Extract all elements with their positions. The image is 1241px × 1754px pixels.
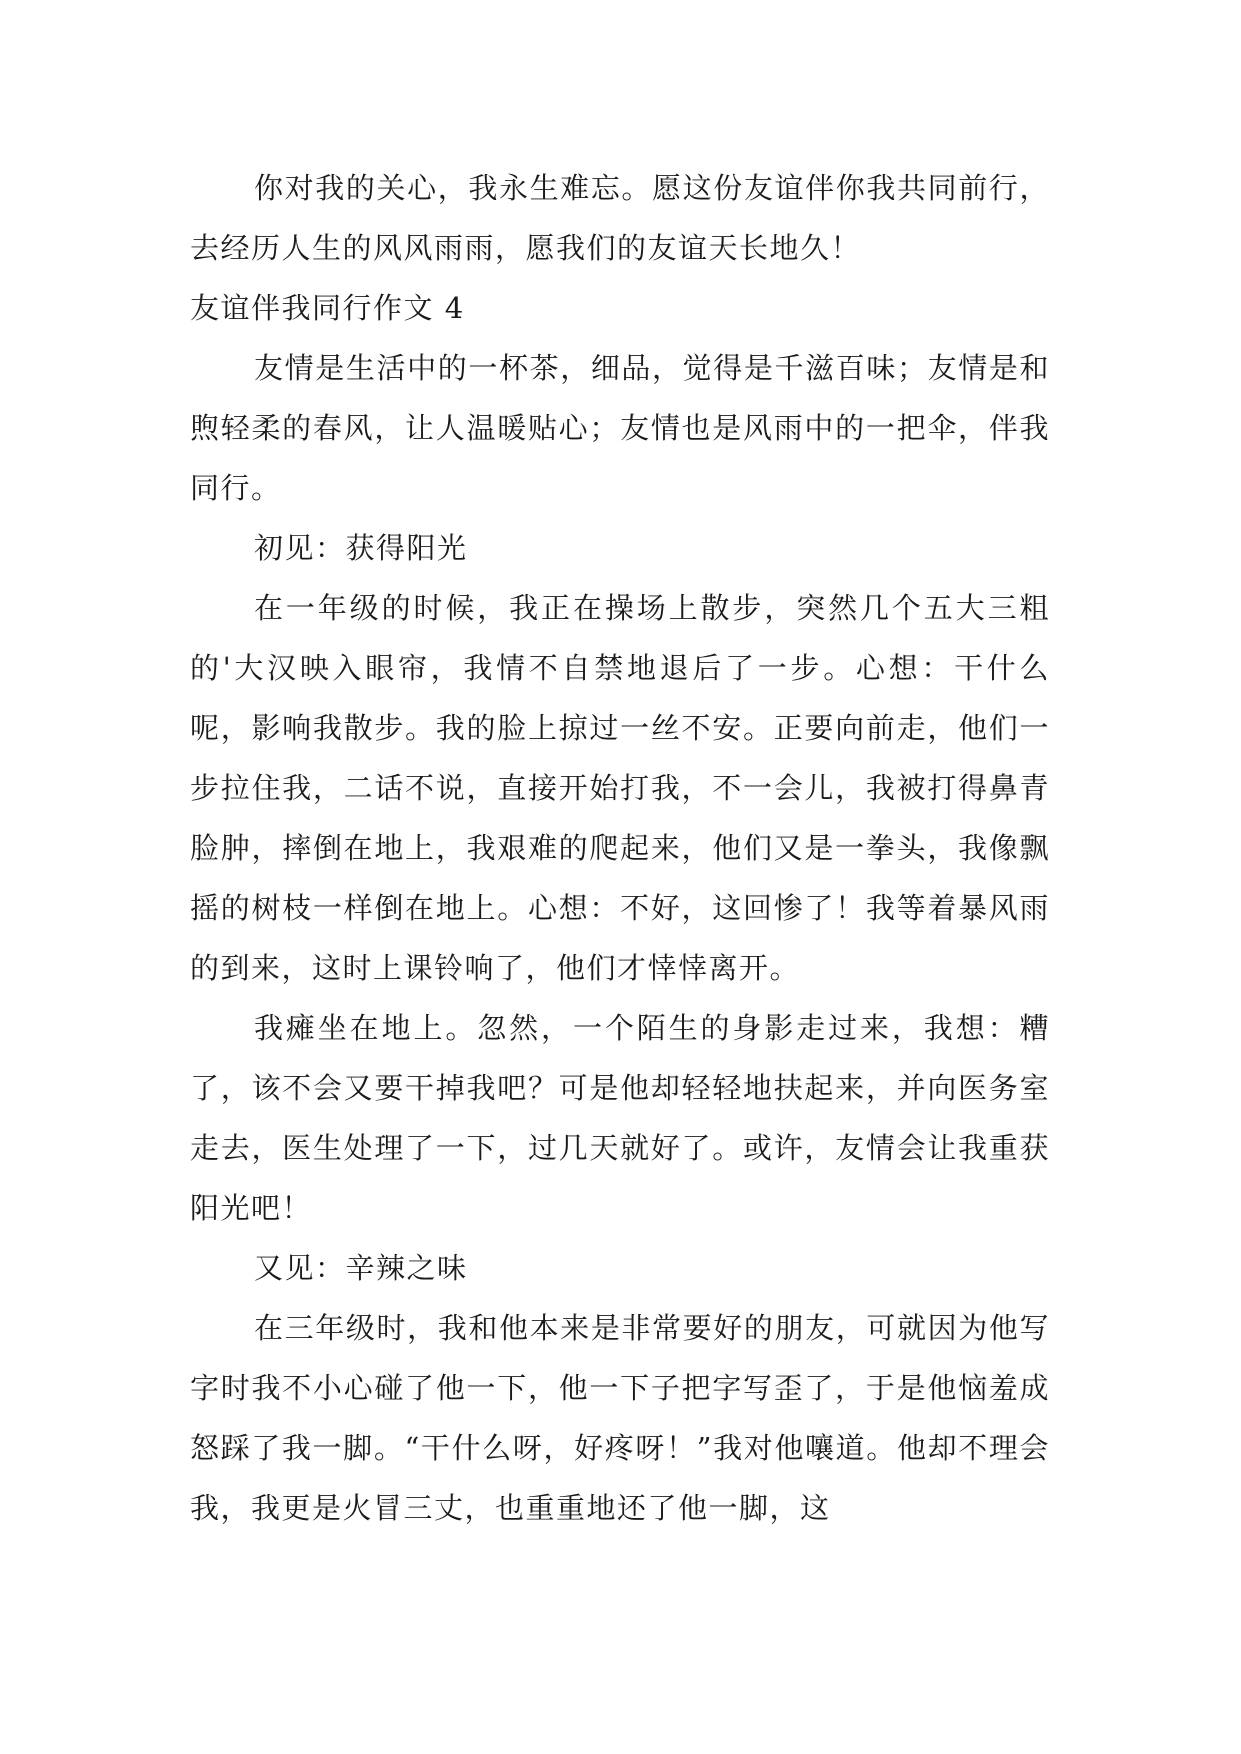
paragraph-third-grade-story: 在三年级时，我和他本来是非常要好的朋友，可就因为他写字时我不小心碰了他一下，他一下子把字写歪了，于是他恼羞成怒踩了我一脚。“干什么呀，好疼呀！”我对他嚷道。他却不理会我，我更是火冒三丈，也重重地还了他一脚，这 [190, 1311, 1050, 1525]
essay-title: 友谊伴我同行作文 4 [190, 291, 465, 325]
paragraph-closing-wish: 你对我的关心，我永生难忘。愿这份友谊伴你我共同前行，去经历人生的风风雨雨，愿我们的友谊天长地久！ [190, 171, 1050, 265]
paragraph-first-grade-story: 在一年级的时候，我正在操场上散步，突然几个五大三粗的'大汉映入眼帘，我情不自禁地退后了一步。心想：干什么呢，影响我散步。我的脸上掠过一丝不安。正要向前走，他们一步拉住我，二话不说，直接开始打我，不一会儿，我被打得鼻青脸肿，摔倒在地上，我艰难的爬起来，他们又是一拳头，我像飘摇的树枝一样倒在地上。心想：不好，这回惨了！我等着暴风雨的到来，这时上课铃响了，他们才悻悻离开。 [190, 591, 1050, 985]
section-heading-second-meeting: 又见：辛辣之味 [254, 1251, 468, 1285]
paragraph-friendship-metaphor: 友情是生活中的一杯茶，细品，觉得是千滋百味；友情是和煦轻柔的春风，让人温暖贴心；友情也是风雨中的一把伞，伴我同行。 [190, 351, 1050, 505]
document-body [190, 158, 1050, 1538]
section-heading-first-meeting: 初见：获得阳光 [254, 531, 468, 565]
paragraph-stranger-helps: 我瘫坐在地上。忽然，一个陌生的身影走过来，我想：糟了，该不会又要干掉我吧？可是他却轻轻地扶起来，并向医务室走去，医生处理了一下，过几天就好了。或许，友情会让我重获阳光吧！ [190, 1011, 1050, 1225]
